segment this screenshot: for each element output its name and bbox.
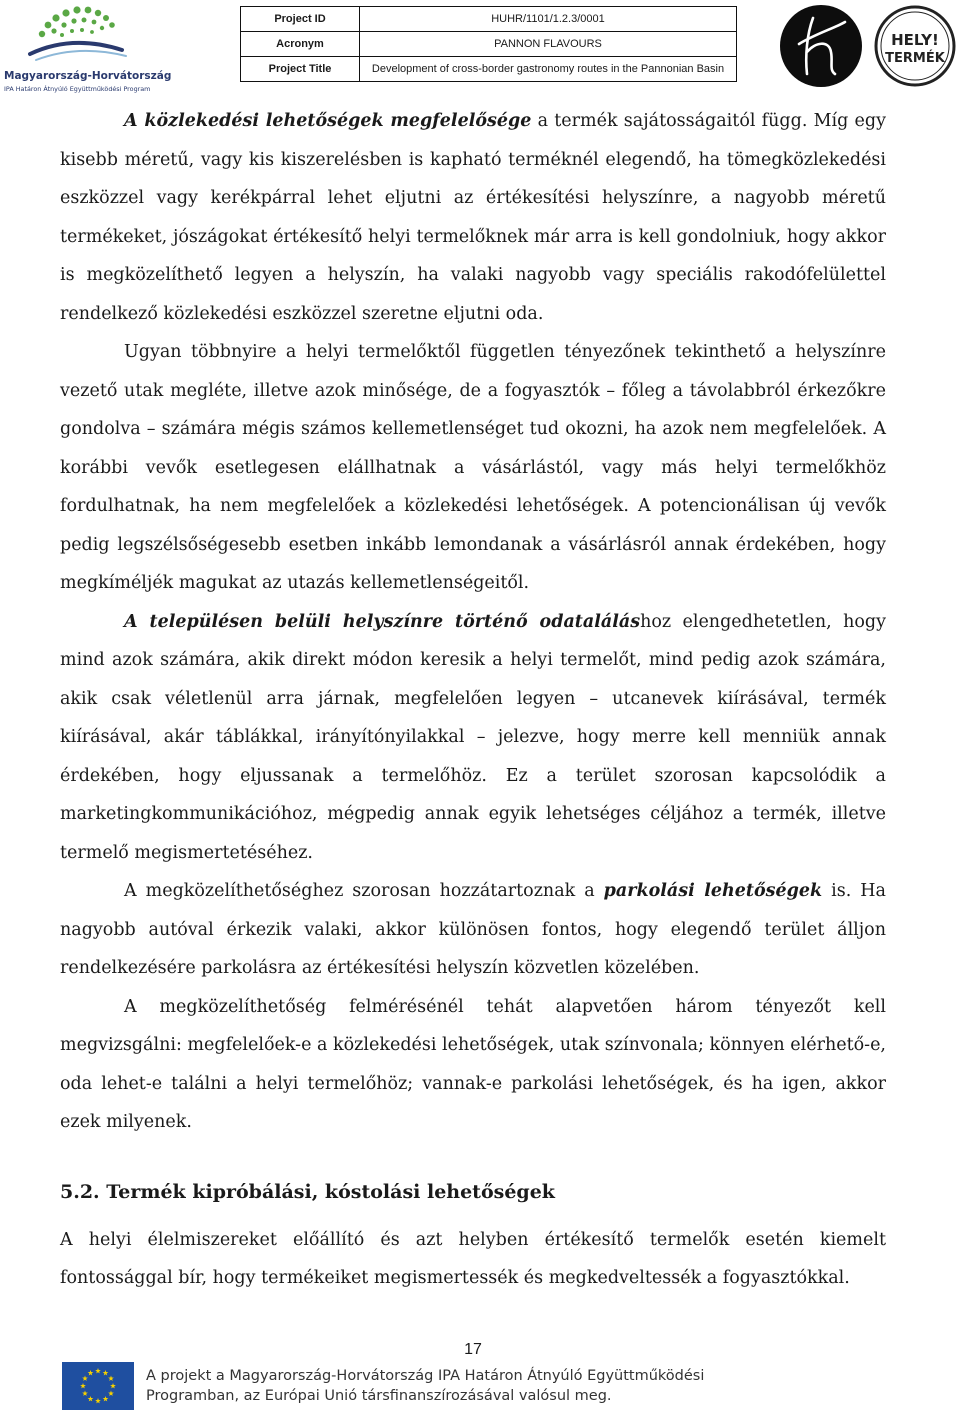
paragraph-transport: [60, 102, 886, 333]
paragraph-assessment: A megközelíthetőség felmérésénél tehát alapvetően három tényezőt kell megvizsgálni: megfelelőek-e a közlekedési lehetőségek, utak színvonala; könnyen elérhető-e, oda lehet-e találni a helyi termelőhöz; vannak-e parkolási lehetőségek, és ha igen, akkor ezek milyenek.: [60, 996, 886, 1132]
program-full-name: IPA Határon Átnyúló Együttműködési Program: [4, 85, 151, 93]
emphasis-parking: parkolási lehetőségek: [603, 881, 823, 901]
page-header: [0, 0, 960, 100]
paragraph-transport-text: a termék sajátosságaitól függ. Míg egy kisebb méretű, vagy kis kiszerelésben is kapható terméknél elegendő, ha tömegközlekedési eszközzel vagy kerékpárral lehet eljutni az értékesítési helyszínre, a nagyobb méretű termékeket, jószágokat értékesítő helyi termelőknek már arra is kell gondolniuk, hogy akkor is megközelíthető legyen a helyszín, ha valaki nagyobb vagy speciális rakodófelülettel rendelkező közlekedési eszközzel szeretne eljutni oda.: [60, 111, 887, 324]
emphasis-transport: A közlekedési lehetőségek megfelelősége: [124, 111, 532, 131]
project-info-table: [240, 6, 737, 82]
table-row: [241, 7, 737, 32]
project-title-value: Development of cross-border gastronomy routes in the Pannonian Basin: [360, 57, 737, 82]
paragraph-parking: [60, 872, 886, 988]
page-number: 17: [464, 1341, 482, 1358]
acronym-label: Acronym: [241, 32, 360, 57]
script-h-logo-icon: [779, 4, 863, 88]
table-row: [241, 32, 737, 57]
ipa-logo-graphic: [22, 4, 152, 68]
helyi-logo-line2: TERMÉK: [885, 51, 945, 66]
helyi-termek-badge-icon: [873, 4, 957, 88]
program-country-name: Magyarország-Horvátország: [4, 70, 172, 82]
paragraph-tasting: A helyi élelmiszereket előállító és azt helyben értékesítő termelők esetén kiemelt fontossággal bír, hogy termékeiket megismertessék és megkedveltessék a fogyasztókkal.: [60, 1229, 886, 1288]
paragraph-parking-post: is. Ha nagyobb autóval érkezik valaki, akkor különösen fontos, hogy elegendő terület álljon rendelkezésére parkolásra az értékesítési helyszín közvetlen közelében.: [60, 881, 886, 978]
table-row: [241, 57, 737, 82]
eu-flag-icon: [62, 1362, 134, 1410]
document-body: [60, 102, 886, 1298]
funding-line-1: A projekt a Magyarország-Horvátország IPA Határon Átnyúló Együttműködési: [146, 1368, 705, 1384]
project-id-value: HUHR/1101/1.2.3/0001: [360, 7, 737, 32]
paragraph-parking-pre: A megközelíthetőséghez szorosan hozzátartoznak a: [124, 881, 604, 901]
paragraph-roads: Ugyan többnyire a helyi termelőktől független tényezőnek tekinthető a helyszínre vezető utak megléte, illetve azok minősége, de a fogyasztók – főleg a távolabbról érkezőkre gondolva – számára mégis számos kellemetlenséget tud okozni, ha azok nem megfelelőek. A korábbi vevők esetlegesen elállhatnak a vásárlástól, vagy más helyi termelőkhöz fordulhatnak, ha nem megfelelőek a közlekedési lehetőségek. A potencionálisan új vevők pedig legszélsőségesebb esetben inkább lemondanak a vásárlásról annak érdekében, hogy megkíméljék magukat az utazás kellemetlenségeitől.: [60, 342, 886, 593]
section-heading: 5.2. Termék kipróbálási, kóstolási lehetőségek: [60, 1180, 555, 1203]
helyi-logo-line1: HELY!: [891, 31, 939, 49]
project-id-label: Project ID: [241, 7, 360, 32]
acronym-value: PANNON FLAVOURS: [360, 32, 737, 57]
project-title-label: Project Title: [241, 57, 360, 82]
funding-statement: [146, 1366, 706, 1406]
ipa-program-logo: [0, 4, 172, 96]
paragraph-wayfinding: [60, 603, 886, 873]
emphasis-wayfinding: A településen belüli helyszínre történő odatalálás: [124, 611, 641, 632]
helyi-termek-logo: [873, 4, 957, 92]
funding-line-2: Programban, az Európai Unió társfinanszírozásával valósul meg.: [146, 1388, 612, 1404]
paragraph-wayfinding-text: hoz elengedhetetlen, hogy mind azok számára, akik direkt módon keresik a helyi termelőt, mind pedig azok számára, akik csak véletlenül arra járnak, megfelelően legyen – utcanevek kiírásával, termék kiírásával, akár táblákkal, irányítónyilakkal – jelezve, hogy merre kell menniük annak érdekében, hogy eljussanak a termelőhöz. Ez a terület szorosan kapcsolódik a marketingkommunikációhoz, mégpedig annak egyik lehetséges céljához a termék, illetve termelő megismertetéséhez.: [60, 611, 886, 863]
